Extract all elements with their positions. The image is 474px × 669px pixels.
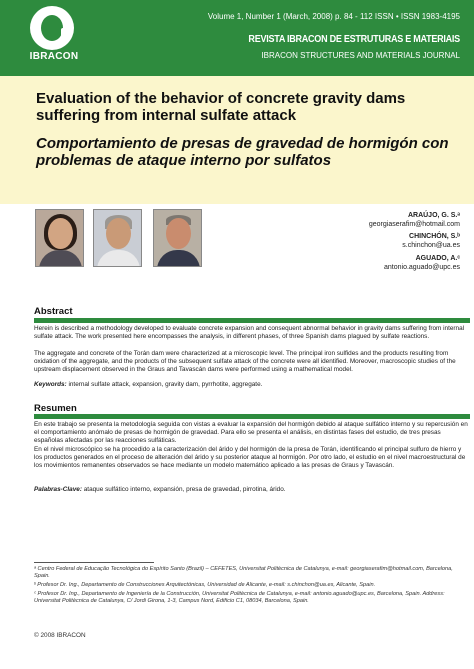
- journal-title-pt: REVISTA IBRACON DE ESTRUTURAS E MATERIAIS: [248, 33, 460, 45]
- author-photo-chinchon: [93, 209, 142, 267]
- author-araujo: ARAÚJO, G. S.ᵃ georgiaserafim@hotmail.com: [368, 212, 460, 228]
- resumen-keywords: Palabras-Clave: ataque sulfático interno, expansión, presa de gravedad, pirrotina, árido.: [34, 486, 286, 493]
- journal-title-en: IBRACON STRUCTURES AND MATERIALS JOURNAL: [261, 51, 460, 60]
- volume-line: Volume 1, Number 1 (March, 2008) p. 84 - 112 ISSN • ISSN 1983-4195: [207, 12, 460, 21]
- footnote-rule: [34, 562, 154, 563]
- footnote-a: ᵃ Centro Federal de Educação Tecnológica do Espírito Santo (Brazil) – CEFETES, Universitat Politècnica de Catalunya, e-mail: georgiaserafim@hotmail.com, Barcelona, Spain.: [34, 566, 453, 580]
- paper-title-spanish: Comportamiento de presas de gravedad de hormigón con problemas de ataque interno por sulfatos: [36, 135, 449, 169]
- author-aguado: AGUADO, A.ᶜ antonio.aguado@upc.es: [384, 255, 460, 271]
- author-photo-aguado: [153, 209, 202, 267]
- abstract-divider: [34, 318, 470, 323]
- footnote-c: ᶜ Profesor Dr. Ing., Departamento de Ingeniería de la Construcción, Universitat Politècnica de Catalunya, e-mail: antonio.aguado@upc.es, Barcelona, Spain. Address: Universitat Politècnica de Catalunya, C/ Jordi Girona, 1-3, Campus Nord, Edificio C1, 08034, Barcelona, Spain.: [34, 591, 445, 605]
- paper-title-english: Evaluation of the behavior of concrete gravity dams suffering from internal sulfate attack: [36, 90, 406, 124]
- logo-text: IBRACON: [29, 51, 79, 62]
- footnote-b: ᵇ Profesor Dr. Ing., Departamento de Construcciones Arquitectónicas, Universidad de Alicante, e-mail: s.chinchon@ua.es, Alicante, Spain.: [34, 582, 376, 588]
- copyright: © 2008 IBRACON: [34, 632, 86, 639]
- abstract-paragraph-2: The aggregate and concrete of the Torán dam were characterized at a microscopic level. The principal iron sulfides and the products resulting from oxidation of the aggregate, and the products of the subsequent sulfate attack of the concrete were all identified. Moreover, macroscopic studies of the upstream displacement observed in the Graus and Tavascán dams were performed using a mathematical model.: [34, 350, 456, 374]
- ibracon-logo-icon: [30, 6, 74, 50]
- resumen-paragraph-2: En el nivel microscópico se ha procedido a la caracterización del árido y del hormigón de la presa de Torán, identificando el principal sulfuro de hierro y los productos generados en el proceso de alteración del árido y su posterior ataque al hormigón. Por otro lado, el estudio en el nivel macroestructural de los movimientos remanentes observados se hace mediante un modelo matemático aplicado a las presas de Graus y Tavascán.: [34, 446, 466, 470]
- abstract-heading: Abstract: [34, 306, 73, 317]
- author-chinchon: CHINCHÓN, S.ᵇ s.chinchon@ua.es: [402, 233, 460, 249]
- author-email[interactable]: georgiaserafim@hotmail.com: [368, 221, 460, 228]
- resumen-paragraph-1: En este trabajo se presenta la metodología seguida con vistas a evaluar la expansión del hormigón debido al ataque sulfático interno y su repercusión en el comportamiento anómalo de presas de hormigón de gravedad. Para ello se presenta el análisis, en distintas fases del estudio, de tres presas españolas afectadas por las reacciones sulfáticas.: [34, 421, 468, 445]
- author-email[interactable]: antonio.aguado@upc.es: [384, 264, 460, 271]
- abstract-keywords: Keywords: internal sulfate attack, expansion, gravity dam, pyrrhotite, aggregate.: [34, 381, 263, 388]
- abstract-paragraph-1: Herein is described a methodology developed to evaluate concrete expansion and consequent abnormal behavior in gravity dams suffering from internal sulfate attack. The work presented here encompasses the analysis, in different phases, of three Spanish dams plagued by sulfate reactions.: [34, 325, 465, 341]
- author-photo-araujo: [35, 209, 84, 267]
- resumen-heading: Resumen: [34, 403, 77, 414]
- author-email[interactable]: s.chinchon@ua.es: [402, 242, 460, 249]
- resumen-divider: [34, 414, 470, 419]
- journal-header: [0, 0, 474, 76]
